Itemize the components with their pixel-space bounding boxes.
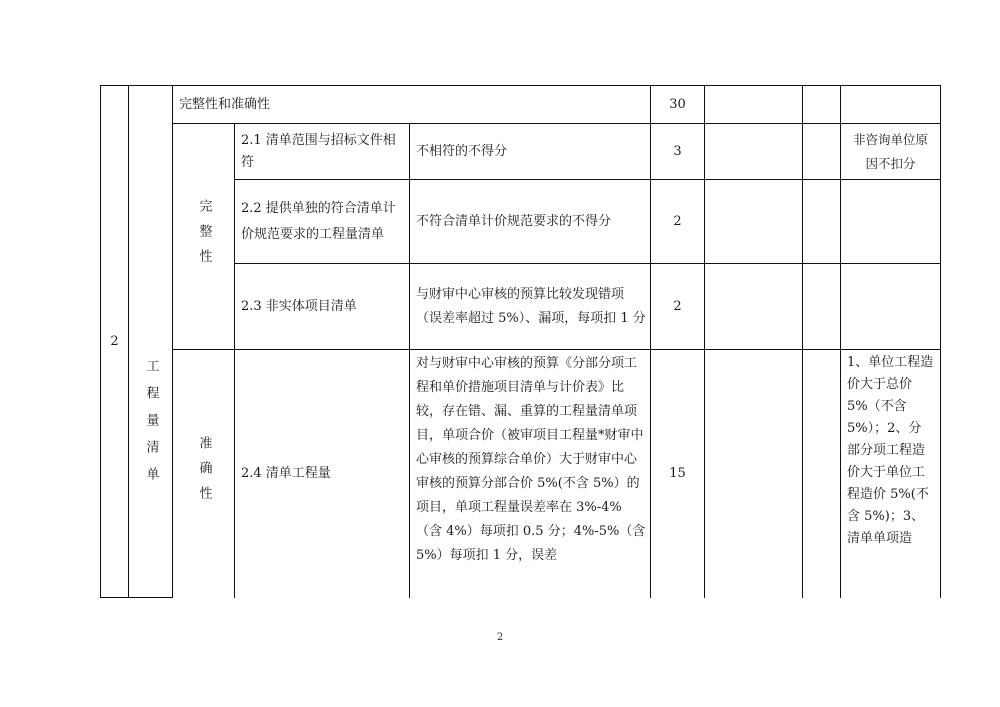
item-remark: 非咨询单位原因不扣分	[841, 124, 941, 180]
item-criteria: 不相符的不得分	[410, 124, 651, 180]
page-number: 2	[496, 632, 504, 643]
table-row	[101, 350, 941, 598]
header-score: 30	[651, 86, 705, 124]
blank-cell	[841, 86, 941, 124]
blank-cell	[803, 264, 841, 350]
blank-cell	[803, 86, 841, 124]
scoring-table	[100, 85, 941, 598]
header-item: 完整性和准确性	[173, 86, 651, 124]
blank-cell	[803, 350, 841, 598]
item-remark: 1、单位工程造价大于总价 5%（不含 5%）；2、分部分项工程造价大于单位工程造价 5%(不含 5%)；3、清单单项造	[841, 350, 941, 598]
blank-cell	[705, 124, 803, 180]
item-score: 3	[651, 124, 705, 180]
blank-cell	[705, 180, 803, 264]
item-score: 2	[651, 264, 705, 350]
item-criteria: 对与财审中心审核的预算《分部分项工程和单价措施项目清单与计价表》比较，存在错、漏、重算的工程量清单项目，单项合价（被审项目工程量*财审中心审核的预算综合单价）大于财审中心审核的预算分部合价 5%(不含 5%）的项目，单项工程量误差率在 3%-4%（含 4%）每项扣 0.5 分；4%-5%（含 5%）每项扣 1 分，误差	[410, 350, 651, 598]
group-label: 准确性	[173, 350, 235, 598]
table-row	[101, 124, 941, 180]
group-label: 完整性	[173, 124, 235, 350]
blank-cell	[705, 350, 803, 598]
item-code: 2.4 清单工程量	[235, 350, 410, 598]
blank-cell	[803, 124, 841, 180]
blank-cell	[841, 264, 941, 350]
item-code: 2.1 清单范围与招标文件相符	[235, 124, 410, 180]
item-criteria: 不符合清单计价规范要求的不得分	[410, 180, 651, 264]
item-score: 15	[651, 350, 705, 598]
blank-cell	[705, 264, 803, 350]
blank-cell	[803, 180, 841, 264]
blank-cell	[705, 86, 803, 124]
item-criteria: 与财审中心审核的预算比较发现错项（误差率超过 5%）、漏项，每项扣 1 分	[410, 264, 651, 350]
table-row	[101, 86, 941, 124]
category-cell	[129, 86, 173, 598]
item-code: 2.2 提供单独的符合清单计价规范要求的工程量清单	[235, 180, 410, 264]
item-score: 2	[651, 180, 705, 264]
item-code: 2.3 非实体项目清单	[235, 264, 410, 350]
row-index: 2	[101, 86, 129, 598]
blank-cell	[841, 180, 941, 264]
category-label: 工程量清单	[143, 359, 159, 494]
